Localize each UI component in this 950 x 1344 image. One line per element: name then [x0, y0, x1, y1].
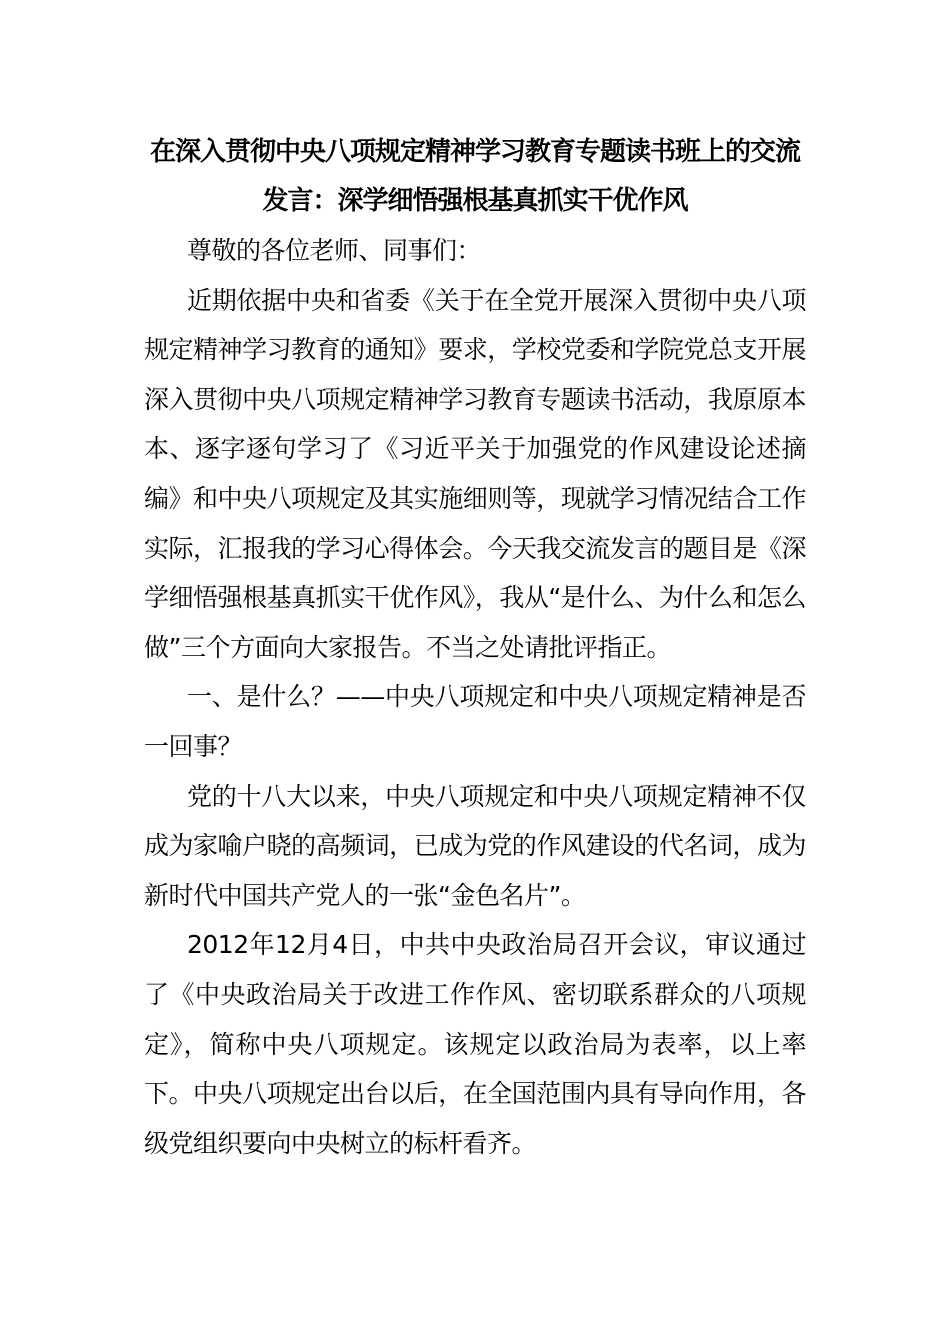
document-body — [144, 128, 806, 1168]
salutation-paragraph: 尊敬的各位老师、同事们： — [187, 236, 482, 265]
intro-paragraph: 近期依据中央和省委《关于在全党开展深入贯彻中央八项规定精神学习教育的通知》要求，学校党委和学院党总支开展深入贯彻中央八项规定精神学习教育专题读书活动，我原原本本、逐字逐句学习了《习近平关于加强党的作风建设论述摘编》和中央八项规定及其实施细则等，现就学习情况结合工作实际，汇报我的学习心得体会。今天我交流发言的题目是《深学细悟强根基真抓实干优作风》，我从“是什么、为什么和怎么做”三个方面向大家报告。不当之处请批评指正。 — [144, 285, 806, 662]
section-heading-paragraph: 一、是什么？——中央八项规定和中央八项规定精神是否一回事？ — [144, 682, 806, 761]
body-paragraph: 党的十八大以来，中央八项规定和中央八项规定精神不仅成为家喻户晓的高频词，已成为党的作风建设的代名词，成为新时代中国共产党人的一张“金色名片”。 — [144, 781, 806, 910]
body-paragraph: 2012年12月4日，中共中央政治局召开会议，审议通过了《中央政治局关于改进工作作风、密切联系群众的八项规定》，简称中央八项规定。该规定以政治局为表率，以上率下。中央八项规定出台以后，在全国范围内具有导向作用，各级党组织要向中央树立的标杆看齐。 — [144, 930, 806, 1158]
document-title: 在深入贯彻中央八项规定精神学习教育专题读书班上的交流发言：深学细悟强根基真抓实干优作风 — [149, 137, 800, 216]
